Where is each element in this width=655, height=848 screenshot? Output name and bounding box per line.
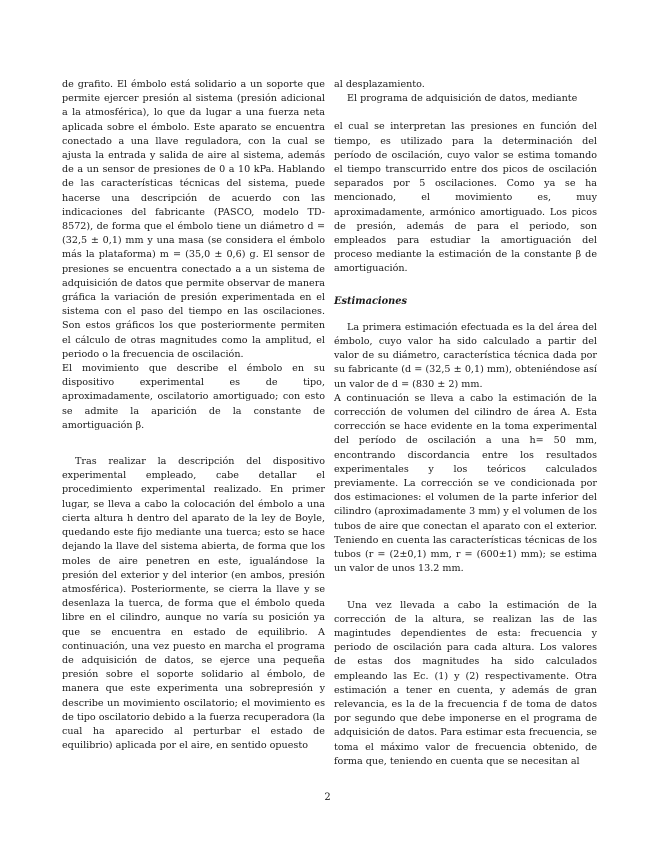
section-heading: Estimaciones bbox=[334, 295, 408, 307]
paragraph: Una vez llevada a cabo la estimación de la corrección de la altura, se realizan las de las magintudes dependientes de esta: frecuencia y periodo de oscilación para cada altura. Los valores de estas dos magnitudes ha sido calculados empleando las Ec. (1) y (2) respectivamente. Otra estimación a tener en cuenta, y además de gran relevancia, es la de la frecuencia f de toma de datos por segundo que debe imponerse en el programa de adquisición de datos. Para estimar esta frecuencia, se toma el máximo valor de frecuencia obtenido, de forma que, teniendo en cuenta que se necesitan al bbox=[334, 599, 597, 767]
paragraph: de grafito. El émbolo está solidario a un soporte que permite ejercer presión al sistema (presión adicional a la atmosférica), lo que da lugar a una fuerza neta aplicada sobre el émbolo. Este aparato se encuentra conectado a una llave reguladora, con la cual se ajusta la entrada y salida de aire al sistema, además de a un sensor de presiones de 0 a 10 kPa. Hablando de las características técnicas del sistema, puede hacerse una descripción de acuerdo con las indicaciones del fabricante (PASCO, modelo TD-8572), de forma que el émbolo tiene un diámetro d = (32,5 ± 0,1) mm y una masa (se considera el émbolo más la plataforma) m = (35,0 ± 0,6) g. El sensor de presiones se encuentra conectado a a un sistema de adquisición de datos que permite observar de manera gráfica la variación de presión experimentada en el sistema con el paso del tiempo en las oscilaciones. Son estos gráficos los que posteriormente permiten el cálculo de otras magnitudes como la amplitud, el periodo o la frecuencia de oscilación. bbox=[62, 79, 325, 360]
paragraph: al desplazamiento. bbox=[334, 79, 425, 90]
page-number: 2 bbox=[324, 792, 331, 803]
paragraph: La primera estimación efectuada es la del área del émbolo, cuyo valor ha sido calculado a partir del valor de su diámetro, característica técnica dada por su fabricante (d = (32,5 ± 0,1) mm), obteniéndose así un valor de d = (830 ± 2) mm. bbox=[334, 321, 597, 390]
paragraph: El movimiento que describe el émbolo en su dispositivo experimental es de tipo, aproximadamente, oscilatorio amortiguado; con esto se admite la aparición de la constante de amortiguación β. bbox=[62, 363, 325, 431]
paragraph: Tras realizar la descripción del dispositivo experimental empleado, cabe detallar el procedimiento experimental realizado. En primer lugar, se lleva a cabo la colocación del émbolo a una cierta altura h dentro del aparato de la ley de Boyle, quedando este fijo mediante una tuerca; esto se hace dejando la llave del sistema abierta, de forma que los moles de aire penetren en este, igualándose la presión del exterior y del interior (en ambos, presión atmosférica). Posteriormente, se cierra la llave y se desenlaza la tuerca, de forma que el émbolo queda libre en el cilindro, aunque no varía su posición ya que se encuentra en estado de equilibrio. A continuación, una vez puesto en marcha el programa de adquisición de datos, se ejerce una pequeña presión sobre el soporte solidario al émbolo, de manera que este experimenta una sobrepresión y describe un movimiento oscilatorio; el movimiento es de tipo oscilatorio debido a la fuerza recuperadora (la cual ha aparecido al perturbar el estado de equilibrio) aplicada por el aire, en sentido opuesto bbox=[62, 456, 325, 752]
paragraph: A continuación se lleva a cabo la estimación de la corrección de volumen del cilindro de área A. Esta corrección se hace evidente en la toma experimental del período de oscilación a una h= 50 mm, encontrando discordancia entre los resultados experimentales y los teóricos calculados previamente. La corrección se ve condicionada por dos estimaciones: el volumen de la parte inferior del cilindro (aproximadamente 3 mm) y el volumen de los tubos de aire que conectan el aparato con el exterior. Teniendo en cuenta las características técnicas de los tubos (r = (2±0,1) mm, r = (600±1) mm); se estima un valor de unos 13.2 mm. bbox=[334, 392, 597, 575]
left-column bbox=[62, 78, 325, 753]
right-column bbox=[334, 78, 597, 769]
paragraph: El programa de adquisición de datos, mediante bbox=[347, 93, 578, 105]
paragraph: el cual se interpretan las presiones en función del tiempo, es utilizado para la determinación del período de oscilación, cuyo valor se estima tomando el tiempo transcurrido entre dos picos de oscilación separados por 5 oscilaciones. Como ya se ha mencionado, el movimiento es, muy aproximadamente, armónico amortiguado. Los picos de presión, además de para el periodo, son empleados para estudiar la amortiguación del proceso mediante la estimación de la constante β de amortiguación. bbox=[334, 121, 597, 275]
